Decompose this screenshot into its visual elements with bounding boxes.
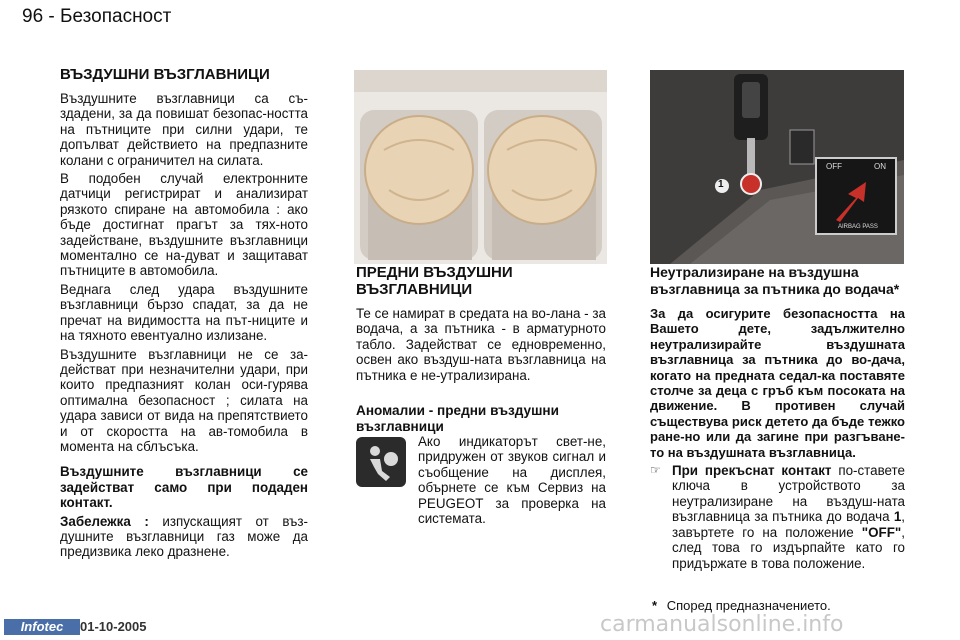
activation-note: Въздушните възглавници се задействат само при подаден контакт. [60, 464, 308, 511]
airbag-switch-photo [650, 70, 904, 264]
note-label: Забележка : [60, 513, 149, 529]
instruction-part: , след това го издърпайте като го придържате в това положение. [672, 524, 905, 571]
instruction-ref-number: 1 [893, 509, 902, 525]
anomalies-title: Аномалии - предни въздушни възглавници [356, 403, 560, 435]
note-text: изпускащият от въз-душните възглавници газ може да предизвика леко дразнене. [60, 513, 308, 560]
irritation-note [60, 514, 308, 560]
paragraph: Веднага след удара въздушните възглавници бързо спадат, за да не пречат на видимостта на път-ниците и на тяхното евентуално излизане. [60, 281, 308, 344]
paragraph: Въздушните възглавници са съ-здадени, за да повишат безопас-ността на пътниците при силни удари, те допълват действието на предпазните колани с ограничител на силата. [60, 91, 308, 168]
watermark: carmanualsonline.info [600, 612, 844, 637]
child-seat-warning: За да осигурите безопасността на Вашето дете, задължително неутрализирайте въздушната възглавница за пътника до во-дача, когато на предната седал-ка поставяте столче за деца с гръб към посоката на движение. В противен случай съществува риск детето да бъде тежко ране-но или да загине при разгъване-то на въздушната възглавница. [650, 306, 905, 460]
page-number: 96 [22, 6, 44, 27]
airbag-warning-icon [356, 437, 406, 487]
airbags-photo [354, 70, 607, 264]
airbags-title: ВЪЗДУШНИ ВЪЗГЛАВНИЦИ [60, 66, 270, 83]
deactivation-instruction [650, 463, 905, 571]
front-airbags-title: ПРЕДНИ ВЪЗДУШНИ ВЪЗГЛАВНИЦИ [356, 264, 513, 298]
section-title: - Безопасност [48, 6, 172, 27]
instruction-part: по-ставете ключа в устройството за неутрализиране на въздуш-ната възглавница за пътника до водача [672, 463, 905, 525]
airbags-illustration [354, 70, 607, 264]
instruction-off: "OFF" [861, 524, 902, 540]
column-3 [650, 264, 905, 571]
footer-date: 01-10-2005 [80, 619, 147, 634]
key-switch-illustration [650, 70, 904, 264]
airbags-text [60, 91, 308, 560]
switch-caption: AIRBAG PASS [838, 224, 878, 230]
paragraph: Въздушните възглавници не се за-действат при незначителни удари, при които предпазният колан оси-гурява оптимална безопасност ; силата на удара зависи от вида на препятствието и от скоростта на ав-томобила в момента на сблъсъка. [60, 346, 308, 454]
instruction-text [672, 463, 905, 571]
footnote [652, 598, 831, 613]
switch-off-label: OFF [826, 162, 842, 171]
deactivation-title: Неутрализиране на въздушна възглавница за пътника до водача* [650, 264, 900, 297]
column-1 [60, 66, 308, 563]
footnote-text: Според предназначението. [666, 598, 831, 613]
switch-on-label: ON [874, 162, 886, 171]
hand-pointer-icon: ☞ [650, 463, 661, 478]
page-header [22, 6, 171, 28]
anomaly-text: Ако индикаторът свет-не, придружен от звуков сигнал и съобщение на дисплея, обърнете се към Сервиз на PEUGEOT за проверка на системата. [418, 434, 606, 527]
paragraph: В подобен случай електронните датчици регистрират и анализират рязкото спиране на автомобила : ако бъде достигнат прагът за тях-ното задействане, въздушните възглавници моментално се на-дуват и защитават пътниците в автомобила. [60, 171, 308, 279]
instruction-part: , завъртете го на положение [672, 509, 905, 540]
front-airbags-text: Те се намират в средата на во-лана - за водача, а за пътника - в арматурното табло. Задействат се едновременно, освен ако въздуш-ната възглавница на пътника е не-утрализирана. [356, 306, 606, 383]
instruction-lead: При прекъснат контакт [672, 463, 832, 479]
infotec-logo: Infotec [4, 619, 80, 635]
column-2 [356, 264, 606, 435]
key-slot-label: 1 [718, 179, 724, 190]
footnote-star: * [652, 598, 658, 613]
